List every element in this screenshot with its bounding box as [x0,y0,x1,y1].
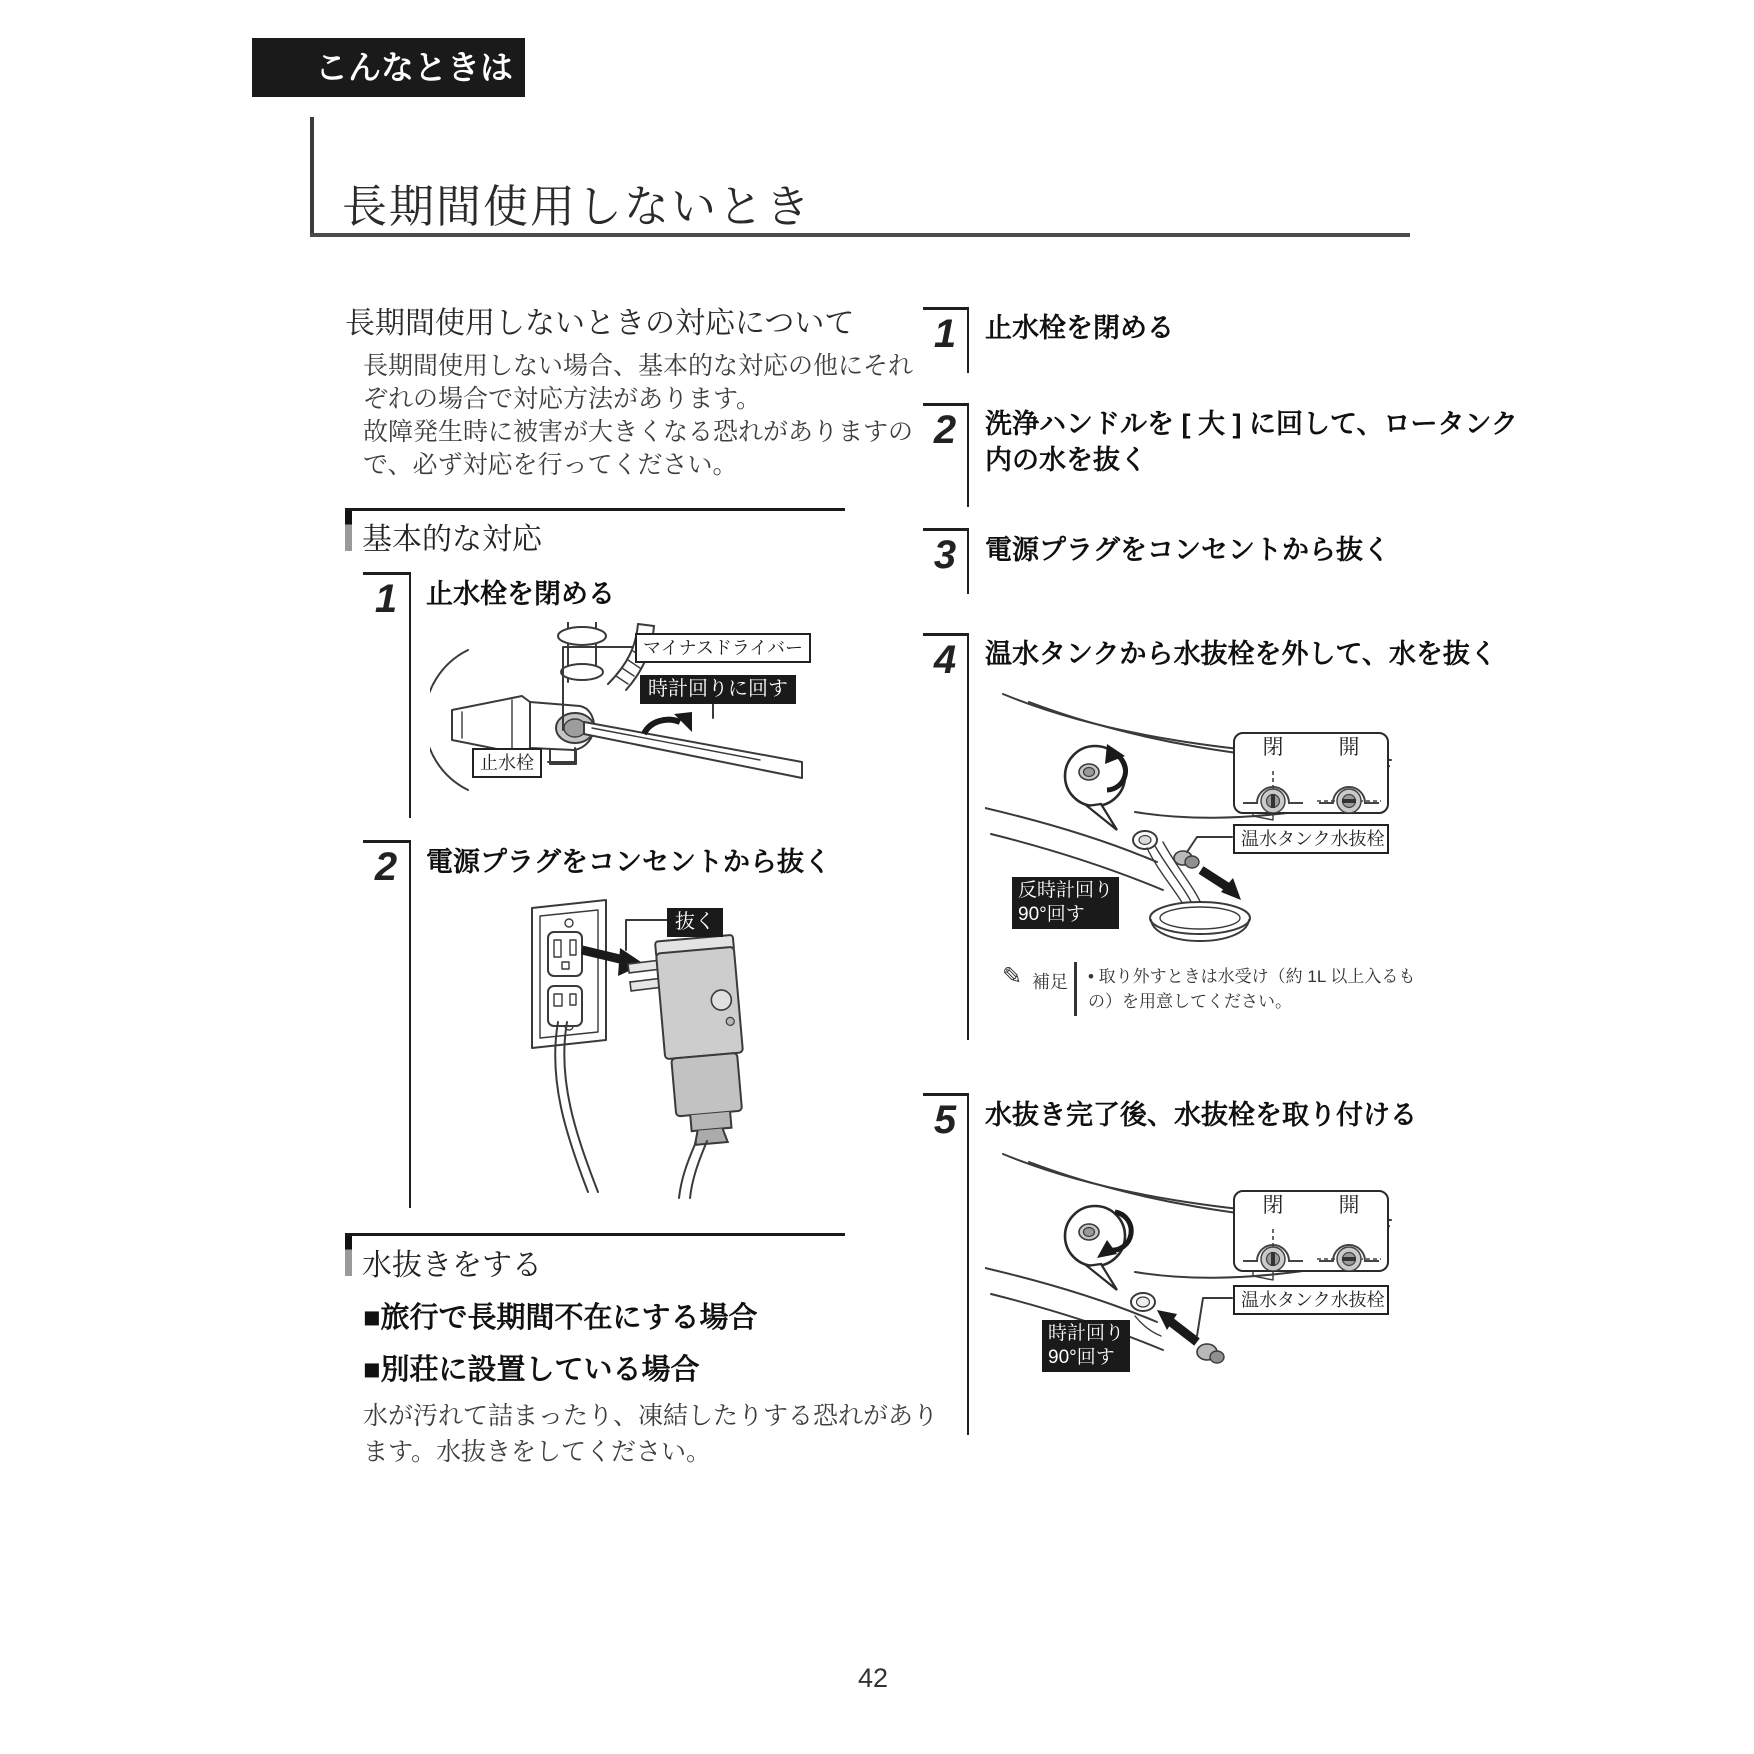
note-line: の）を用意してください。 [1088,992,1292,1011]
proc-step4-title: 温水タンクから水抜栓を外して、水を抜く [985,639,1497,669]
intro-line: 故障発生時に被害が大きくなる恐れがありますの [363,418,914,446]
intro-line: 長期間使用しない場合、基本的な対応の他にそれ [363,352,914,380]
valve-closed-icon [1241,759,1305,813]
proc-step2-title-line: 内の水を抜く [985,445,1147,475]
pencil-icon: ✎ [1002,963,1023,990]
drain-case-travel: ■旅行で長期間不在にする場合 [363,1302,758,1334]
proc-step2-title-line: 洗浄ハンドルを [ 大 ] に回して、ロータンク [985,409,1518,439]
basic-step2-line [409,840,411,1208]
intro-line: で、必ず対応を行ってください。 [363,451,738,479]
proc-step2-title [985,406,1518,478]
open-label: 開 [1338,1194,1360,1217]
turn-cw-line2: 90°回す [1048,1347,1115,1368]
tank-drain-plug-label: 温水タンク水抜栓 [1233,824,1389,854]
proc-step5-number: 5 [923,1093,967,1149]
note-line: • 取り外すときは水受け（約 1L 以上入るも [1088,967,1416,986]
basic-section-bar [345,511,352,551]
stop-valve-label: 止水栓 [472,748,542,778]
valve-open-icon [1317,759,1381,813]
proc-step2-number: 2 [923,403,967,459]
valve-closed-icon [1241,1217,1305,1271]
title-rule [310,233,1410,237]
intro-body [363,350,913,482]
proc-step3-number: 3 [923,528,967,584]
closed-label: 閉 [1262,1194,1284,1217]
pull-out-label: 抜く [667,908,723,937]
closed-label: 閉 [1262,736,1284,759]
drain-body [363,1398,938,1470]
screwdriver-label: マイナスドライバー [635,633,811,663]
drain-line: ます。水抜きをしてください。 [363,1438,712,1466]
power-plug-illustration [430,890,820,1200]
note-label: 補足 [1032,972,1068,992]
proc-step1-number: 1 [923,307,967,363]
intro-line: ぞれの場合で対応方法があります。 [363,385,762,413]
drain-section-rule [345,1233,845,1236]
drain-case-villa: ■別荘に設置している場合 [363,1354,700,1386]
turn-ccw-label [1012,877,1119,929]
proc-step5-title: 水抜き完了後、水抜栓を取り付ける [985,1100,1417,1130]
drain-section-bar [345,1236,352,1276]
valve-state-inset [1233,732,1389,814]
proc-step4-line [967,633,969,1040]
section-banner: こんなときは [252,38,525,97]
valve-open-column [1317,737,1381,813]
proc-step1-line [967,307,969,373]
basic-section-rule [345,508,845,511]
proc-step3-title: 電源プラグをコンセントから抜く [985,535,1390,565]
proc-step1-title: 止水栓を閉める [985,313,1174,343]
valve-open-icon [1317,1217,1381,1271]
basic-step1-title: 止水栓を閉める [426,579,615,609]
basic-step2-title: 電源プラグをコンセントから抜く [426,847,831,877]
basic-step1-number: 1 [363,572,409,628]
turn-cw-label [1042,1320,1130,1372]
page-number: 42 [858,1663,889,1693]
intro-heading: 長期間使用しないときの対応について [345,307,855,340]
turn-clockwise-label: 時計回りに回す [640,675,796,704]
title-vertical-bar [310,117,314,235]
drain-line: 水が汚れて詰まったり、凍結したりする恐れがあり [363,1402,939,1430]
valve-closed-column [1241,737,1305,813]
note-divider [1074,962,1077,1016]
tank-drain-plug-label: 温水タンク水抜栓 [1233,1285,1389,1315]
valve-closed-column [1241,1195,1305,1271]
turn-ccw-line2: 90°回す [1018,904,1085,925]
turn-ccw-line1: 反時計回り [1018,880,1114,901]
open-label: 開 [1338,736,1360,759]
drain-section-title: 水抜きをする [362,1249,542,1282]
basic-step1-line [409,572,411,818]
proc-step2-line [967,403,969,507]
proc-step5-line [967,1093,969,1435]
note-text [1088,964,1415,1014]
proc-step4-number: 4 [923,633,967,689]
basic-step2-number: 2 [363,840,409,896]
turn-cw-line1: 時計回り [1048,1323,1125,1344]
valve-state-inset [1233,1190,1389,1272]
valve-open-column [1317,1195,1381,1271]
page-title: 長期間使用しないとき [342,181,813,232]
proc-step3-line [967,528,969,594]
basic-section-title: 基本的な対応 [362,523,542,556]
